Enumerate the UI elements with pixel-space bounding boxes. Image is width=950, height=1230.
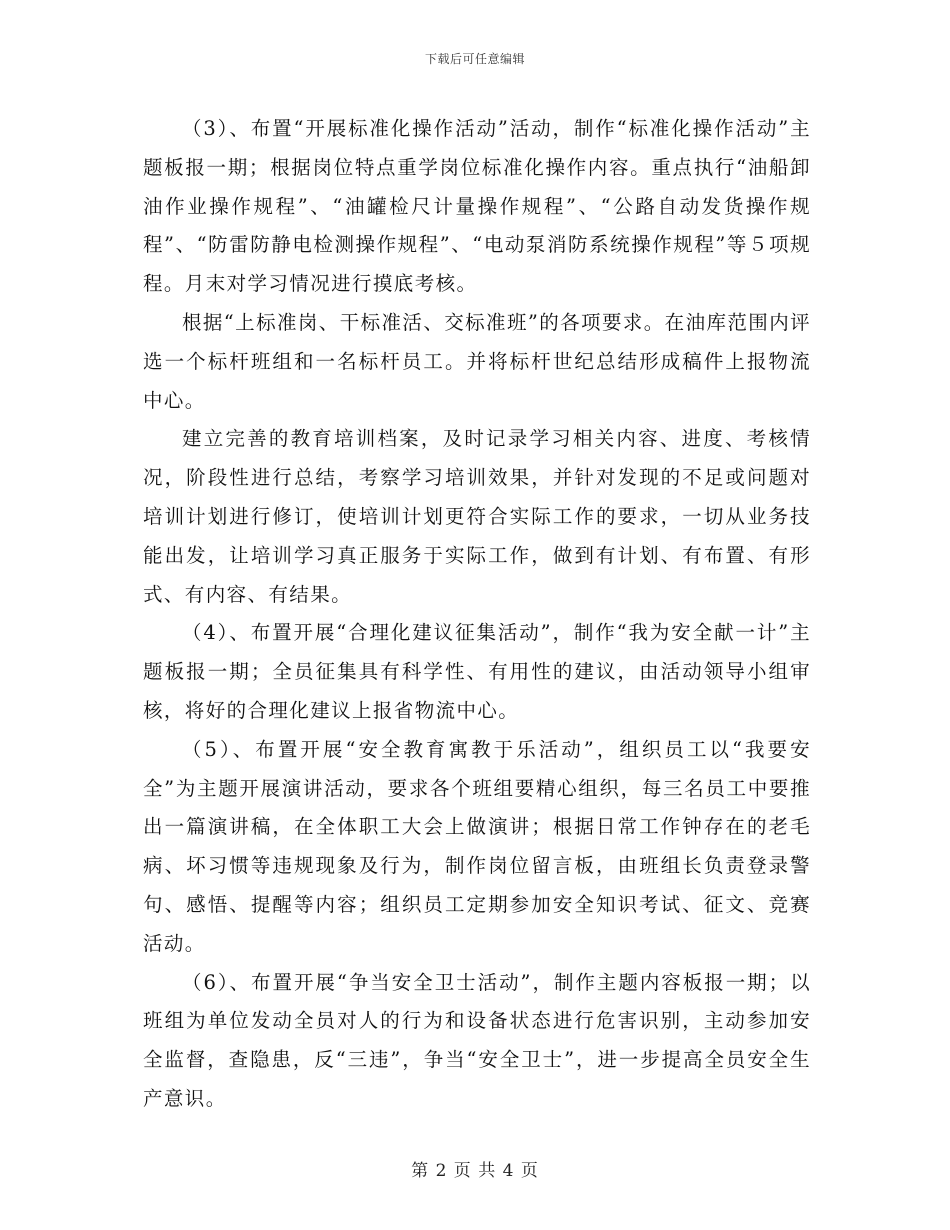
- page-header: 下载后可任意编辑: [424, 52, 525, 66]
- paragraph-item-4: （4）、布置开展“合理化建议征集活动”，制作“我为安全献一计”主题板报一期；全员征集具有科学性、有用性的建议，由活动领导小组审核，将好的合理化建议上报省物流中心。: [143, 621, 811, 722]
- paragraph-training-archive: 建立完善的教育培训档案，及时记录学习相关内容、进度、考核情况，阶段性进行总结，考察学习培训效果，并针对发现的不足或问题对培训计划进行修订，使培训计划更符合实际工作的要求，一切从业务技能出发，让培训学习真正服务于实际工作，做到有计划、有布置、有形式、有内容、有结果。: [143, 427, 811, 606]
- page-number: 第 2 页 共 4 页: [411, 1161, 539, 1181]
- paragraph-item-6: （6）、布置开展“争当安全卫士活动”，制作主题内容板报一期；以班组为单位发动全员对人的行为和设备状态进行危害识别，主动参加安全监督，查隐患，反“三违”，争当“安全卫士”，进一步提高全员安全生产意识。: [143, 970, 811, 1110]
- document-body: [143, 110, 811, 1119]
- paragraph-item-5: （5）、布置开展“安全教育寓教于乐活动”，组织员工以“我要安全”为主题开展演讲活动，要求各个班组要精心组织，每三名员工中要推出一篇演讲稿，在全体职工大会上做演讲；根据日常工作钟存在的老毛病、坏习惯等违规现象及行为，制作岗位留言板，由班组长负责登录警句、感悟、提醒等内容；组织员工定期参加安全知识考试、征文、竞赛活动。: [143, 737, 811, 955]
- paragraph-item-3: （3）、布置“开展标准化操作活动”活动，制作“标准化操作活动”主题板报一期；根据岗位特点重学岗位标准化操作内容。重点执行“油船卸油作业操作规程”、“油罐检尺计量操作规程”、“公路自动发货操作规程”、“防雷防静电检测操作规程”、“电动泵消防系统操作规程”等５项规程。月末对学习情况进行摸底考核。: [143, 117, 811, 296]
- paragraph-benchmark: 根据“上标准岗、干标准活、交标准班”的各项要求。在油库范围内评选一个标杆班组和一名标杆员工。并将标杆世纪总结形成稿件上报物流中心。: [143, 310, 811, 412]
